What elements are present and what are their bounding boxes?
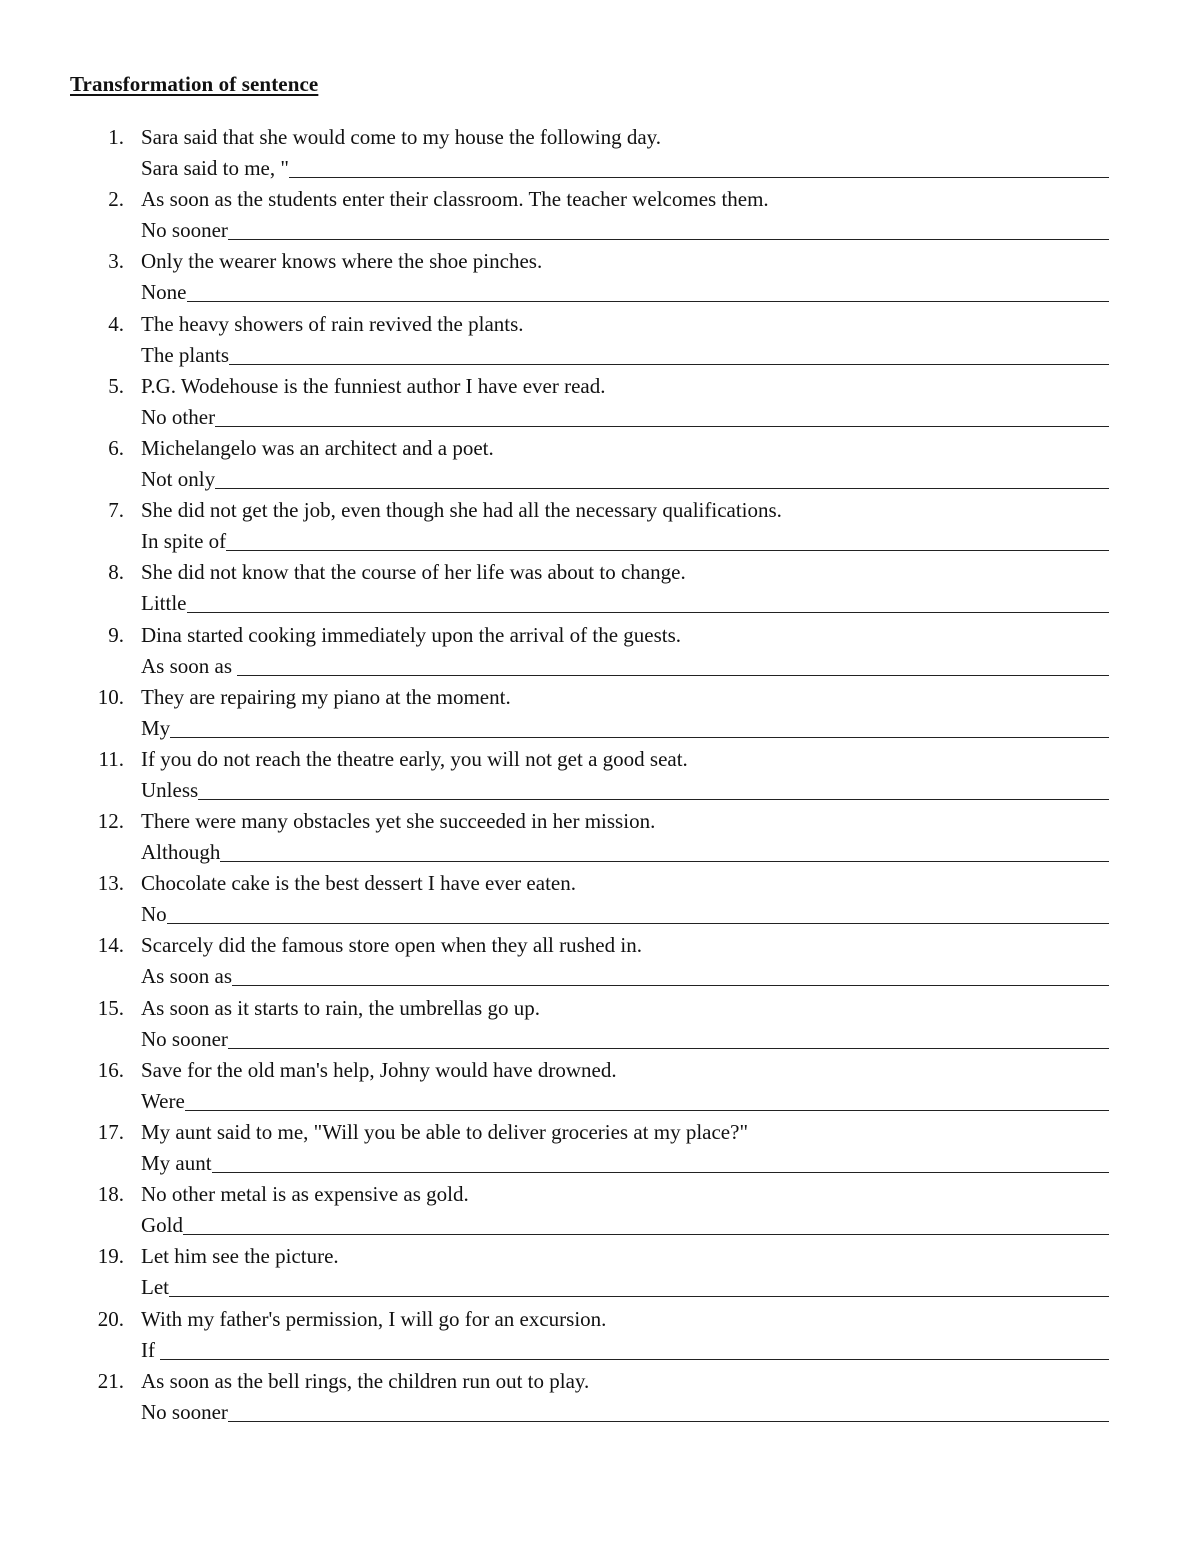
item-sentence: She did not get the job, even though she had all the necessary qualifications. bbox=[141, 498, 782, 523]
answer-prompt: As soon as bbox=[141, 653, 238, 678]
answer-line bbox=[141, 277, 1109, 308]
exercise-item bbox=[0, 184, 1200, 246]
answer-blank[interactable] bbox=[232, 963, 1109, 986]
answer-line bbox=[141, 340, 1109, 371]
exercise-item bbox=[0, 993, 1200, 1055]
exercise-item bbox=[0, 1055, 1200, 1117]
answer-line bbox=[141, 899, 1109, 930]
item-number: 4. bbox=[108, 311, 124, 336]
answer-line bbox=[141, 588, 1109, 619]
exercise-item bbox=[0, 1366, 1200, 1428]
answer-line bbox=[141, 526, 1109, 557]
item-number: 8. bbox=[108, 560, 124, 585]
answer-line bbox=[141, 215, 1109, 246]
answer-blank[interactable] bbox=[220, 839, 1109, 862]
item-sentence: Sara said that she would come to my house the following day. bbox=[141, 125, 662, 149]
item-sentence: Let him see the picture. bbox=[141, 1244, 339, 1269]
answer-blank[interactable] bbox=[215, 466, 1109, 489]
item-number: 12. bbox=[97, 809, 124, 834]
item-number: 9. bbox=[108, 622, 124, 647]
answer-line bbox=[141, 1397, 1109, 1428]
item-number: 15. bbox=[97, 995, 124, 1020]
exercise-item bbox=[0, 1241, 1200, 1303]
item-number: 7. bbox=[108, 498, 124, 523]
answer-line bbox=[141, 837, 1109, 868]
answer-line bbox=[141, 402, 1109, 433]
answer-blank[interactable] bbox=[212, 1150, 1109, 1173]
exercise-item bbox=[0, 1117, 1200, 1179]
item-number: 1. bbox=[108, 125, 124, 149]
item-sentence: My aunt said to me, "Will you be able to deliver groceries at my place?" bbox=[141, 1120, 749, 1144]
answer-blank[interactable] bbox=[215, 404, 1109, 427]
answer-prompt: Unless bbox=[141, 777, 199, 802]
answer-prompt: No sooner bbox=[141, 1026, 228, 1051]
answer-blank[interactable] bbox=[169, 1274, 1109, 1297]
answer-blank[interactable] bbox=[167, 901, 1109, 924]
answer-blank[interactable] bbox=[187, 279, 1110, 302]
answer-prompt: My aunt bbox=[141, 1151, 212, 1175]
answer-prompt: Little bbox=[141, 591, 187, 616]
answer-line bbox=[141, 651, 1109, 682]
item-sentence: If you do not reach the theatre early, you will not get a good seat. bbox=[141, 746, 688, 771]
item-number: 19. bbox=[97, 1244, 124, 1269]
item-sentence: Dina started cooking immediately upon the arrival of the guests. bbox=[141, 622, 682, 647]
item-sentence: With my father's permission, I will go for an excursion. bbox=[141, 1306, 607, 1331]
answer-blank[interactable] bbox=[228, 1026, 1109, 1049]
answer-prompt: Not only bbox=[141, 466, 216, 491]
answer-blank[interactable] bbox=[228, 217, 1109, 240]
item-number: 10. bbox=[97, 684, 124, 709]
answer-line bbox=[141, 713, 1109, 744]
answer-prompt: Although bbox=[141, 840, 221, 865]
answer-blank[interactable] bbox=[289, 155, 1109, 178]
answer-prompt: None bbox=[141, 280, 187, 305]
item-number: 2. bbox=[108, 187, 124, 212]
item-sentence: Only the wearer knows where the shoe pinches. bbox=[141, 249, 543, 274]
answer-prompt: Were bbox=[141, 1088, 185, 1113]
exercise-item bbox=[0, 930, 1200, 992]
exercise-item bbox=[0, 557, 1200, 619]
item-number: 17. bbox=[97, 1120, 124, 1144]
exercise-item bbox=[0, 246, 1200, 308]
answer-blank[interactable] bbox=[183, 1212, 1109, 1235]
exercise-item bbox=[0, 1179, 1200, 1241]
item-sentence: She did not know that the course of her life was about to change. bbox=[141, 560, 686, 585]
answer-line bbox=[141, 1335, 1109, 1366]
answer-line bbox=[141, 961, 1109, 992]
item-sentence: As soon as the bell rings, the children run out to play. bbox=[141, 1368, 590, 1393]
item-sentence: Save for the old man's help, Johny would have drowned. bbox=[141, 1057, 617, 1082]
exercise-item bbox=[0, 495, 1200, 557]
item-sentence: They are repairing my piano at the moment. bbox=[141, 684, 511, 709]
item-number: 3. bbox=[108, 249, 124, 274]
item-sentence: No other metal is as expensive as gold. bbox=[141, 1182, 469, 1207]
exercise-item bbox=[0, 1304, 1200, 1366]
answer-prompt: In spite of bbox=[141, 529, 227, 554]
answer-prompt: If bbox=[141, 1337, 161, 1362]
answer-blank[interactable] bbox=[237, 653, 1109, 676]
answer-prompt: No other bbox=[141, 404, 216, 429]
exercise-item bbox=[0, 371, 1200, 433]
answer-line bbox=[141, 153, 1109, 184]
answer-blank[interactable] bbox=[160, 1337, 1109, 1360]
item-sentence: The heavy showers of rain revived the plants. bbox=[141, 311, 524, 336]
page-title: Transformation of sentence bbox=[70, 72, 319, 96]
item-number: 11. bbox=[98, 746, 124, 771]
answer-blank[interactable] bbox=[229, 342, 1109, 365]
item-sentence: Scarcely did the famous store open when they all rushed in. bbox=[141, 933, 642, 958]
answer-prompt: Sara said to me, " bbox=[141, 156, 289, 180]
exercise-item bbox=[0, 682, 1200, 744]
item-sentence: As soon as it starts to rain, the umbrellas go up. bbox=[141, 995, 540, 1020]
answer-prompt: No sooner bbox=[141, 218, 228, 243]
exercise-item bbox=[0, 868, 1200, 930]
item-sentence: Michelangelo was an architect and a poet. bbox=[141, 435, 494, 460]
answer-blank[interactable] bbox=[198, 777, 1109, 800]
answer-line bbox=[141, 1024, 1109, 1055]
answer-line bbox=[141, 1210, 1109, 1241]
item-number: 5. bbox=[108, 373, 124, 398]
item-sentence: There were many obstacles yet she succeeded in her mission. bbox=[141, 809, 656, 834]
answer-prompt: As soon as bbox=[141, 964, 233, 989]
exercise-item bbox=[0, 620, 1200, 682]
answer-line bbox=[141, 1148, 1109, 1179]
item-number: 18. bbox=[97, 1182, 124, 1207]
item-number: 6. bbox=[108, 435, 124, 460]
answer-line bbox=[141, 775, 1109, 806]
item-number: 16. bbox=[97, 1057, 124, 1082]
answer-prompt: Let bbox=[141, 1275, 169, 1300]
answer-blank[interactable] bbox=[170, 715, 1109, 738]
exercise-item bbox=[0, 806, 1200, 868]
answer-prompt: No bbox=[141, 902, 167, 927]
exercise-item bbox=[0, 122, 1200, 184]
answer-blank[interactable] bbox=[187, 590, 1110, 613]
exercise-item bbox=[0, 433, 1200, 495]
answer-prompt: Gold bbox=[141, 1213, 183, 1238]
item-sentence: P.G. Wodehouse is the funniest author I have ever read. bbox=[141, 373, 606, 398]
answer-line bbox=[141, 464, 1109, 495]
answer-prompt: No sooner bbox=[141, 1399, 228, 1424]
answer-blank[interactable] bbox=[226, 528, 1109, 551]
answer-prompt: My bbox=[141, 715, 171, 740]
exercise-item bbox=[0, 744, 1200, 806]
answer-line bbox=[141, 1086, 1109, 1117]
item-number: 14. bbox=[97, 933, 124, 958]
item-number: 13. bbox=[97, 871, 124, 896]
answer-line bbox=[141, 1272, 1109, 1303]
answer-blank[interactable] bbox=[228, 1399, 1109, 1422]
item-number: 21. bbox=[97, 1368, 124, 1393]
item-number: 20. bbox=[97, 1306, 124, 1331]
answer-blank[interactable] bbox=[185, 1088, 1109, 1111]
item-sentence: As soon as the students enter their classroom. The teacher welcomes them. bbox=[141, 187, 769, 212]
exercise-list bbox=[0, 122, 1200, 1428]
answer-prompt: The plants bbox=[141, 342, 230, 367]
item-sentence: Chocolate cake is the best dessert I have ever eaten. bbox=[141, 871, 576, 896]
exercise-item bbox=[0, 309, 1200, 371]
